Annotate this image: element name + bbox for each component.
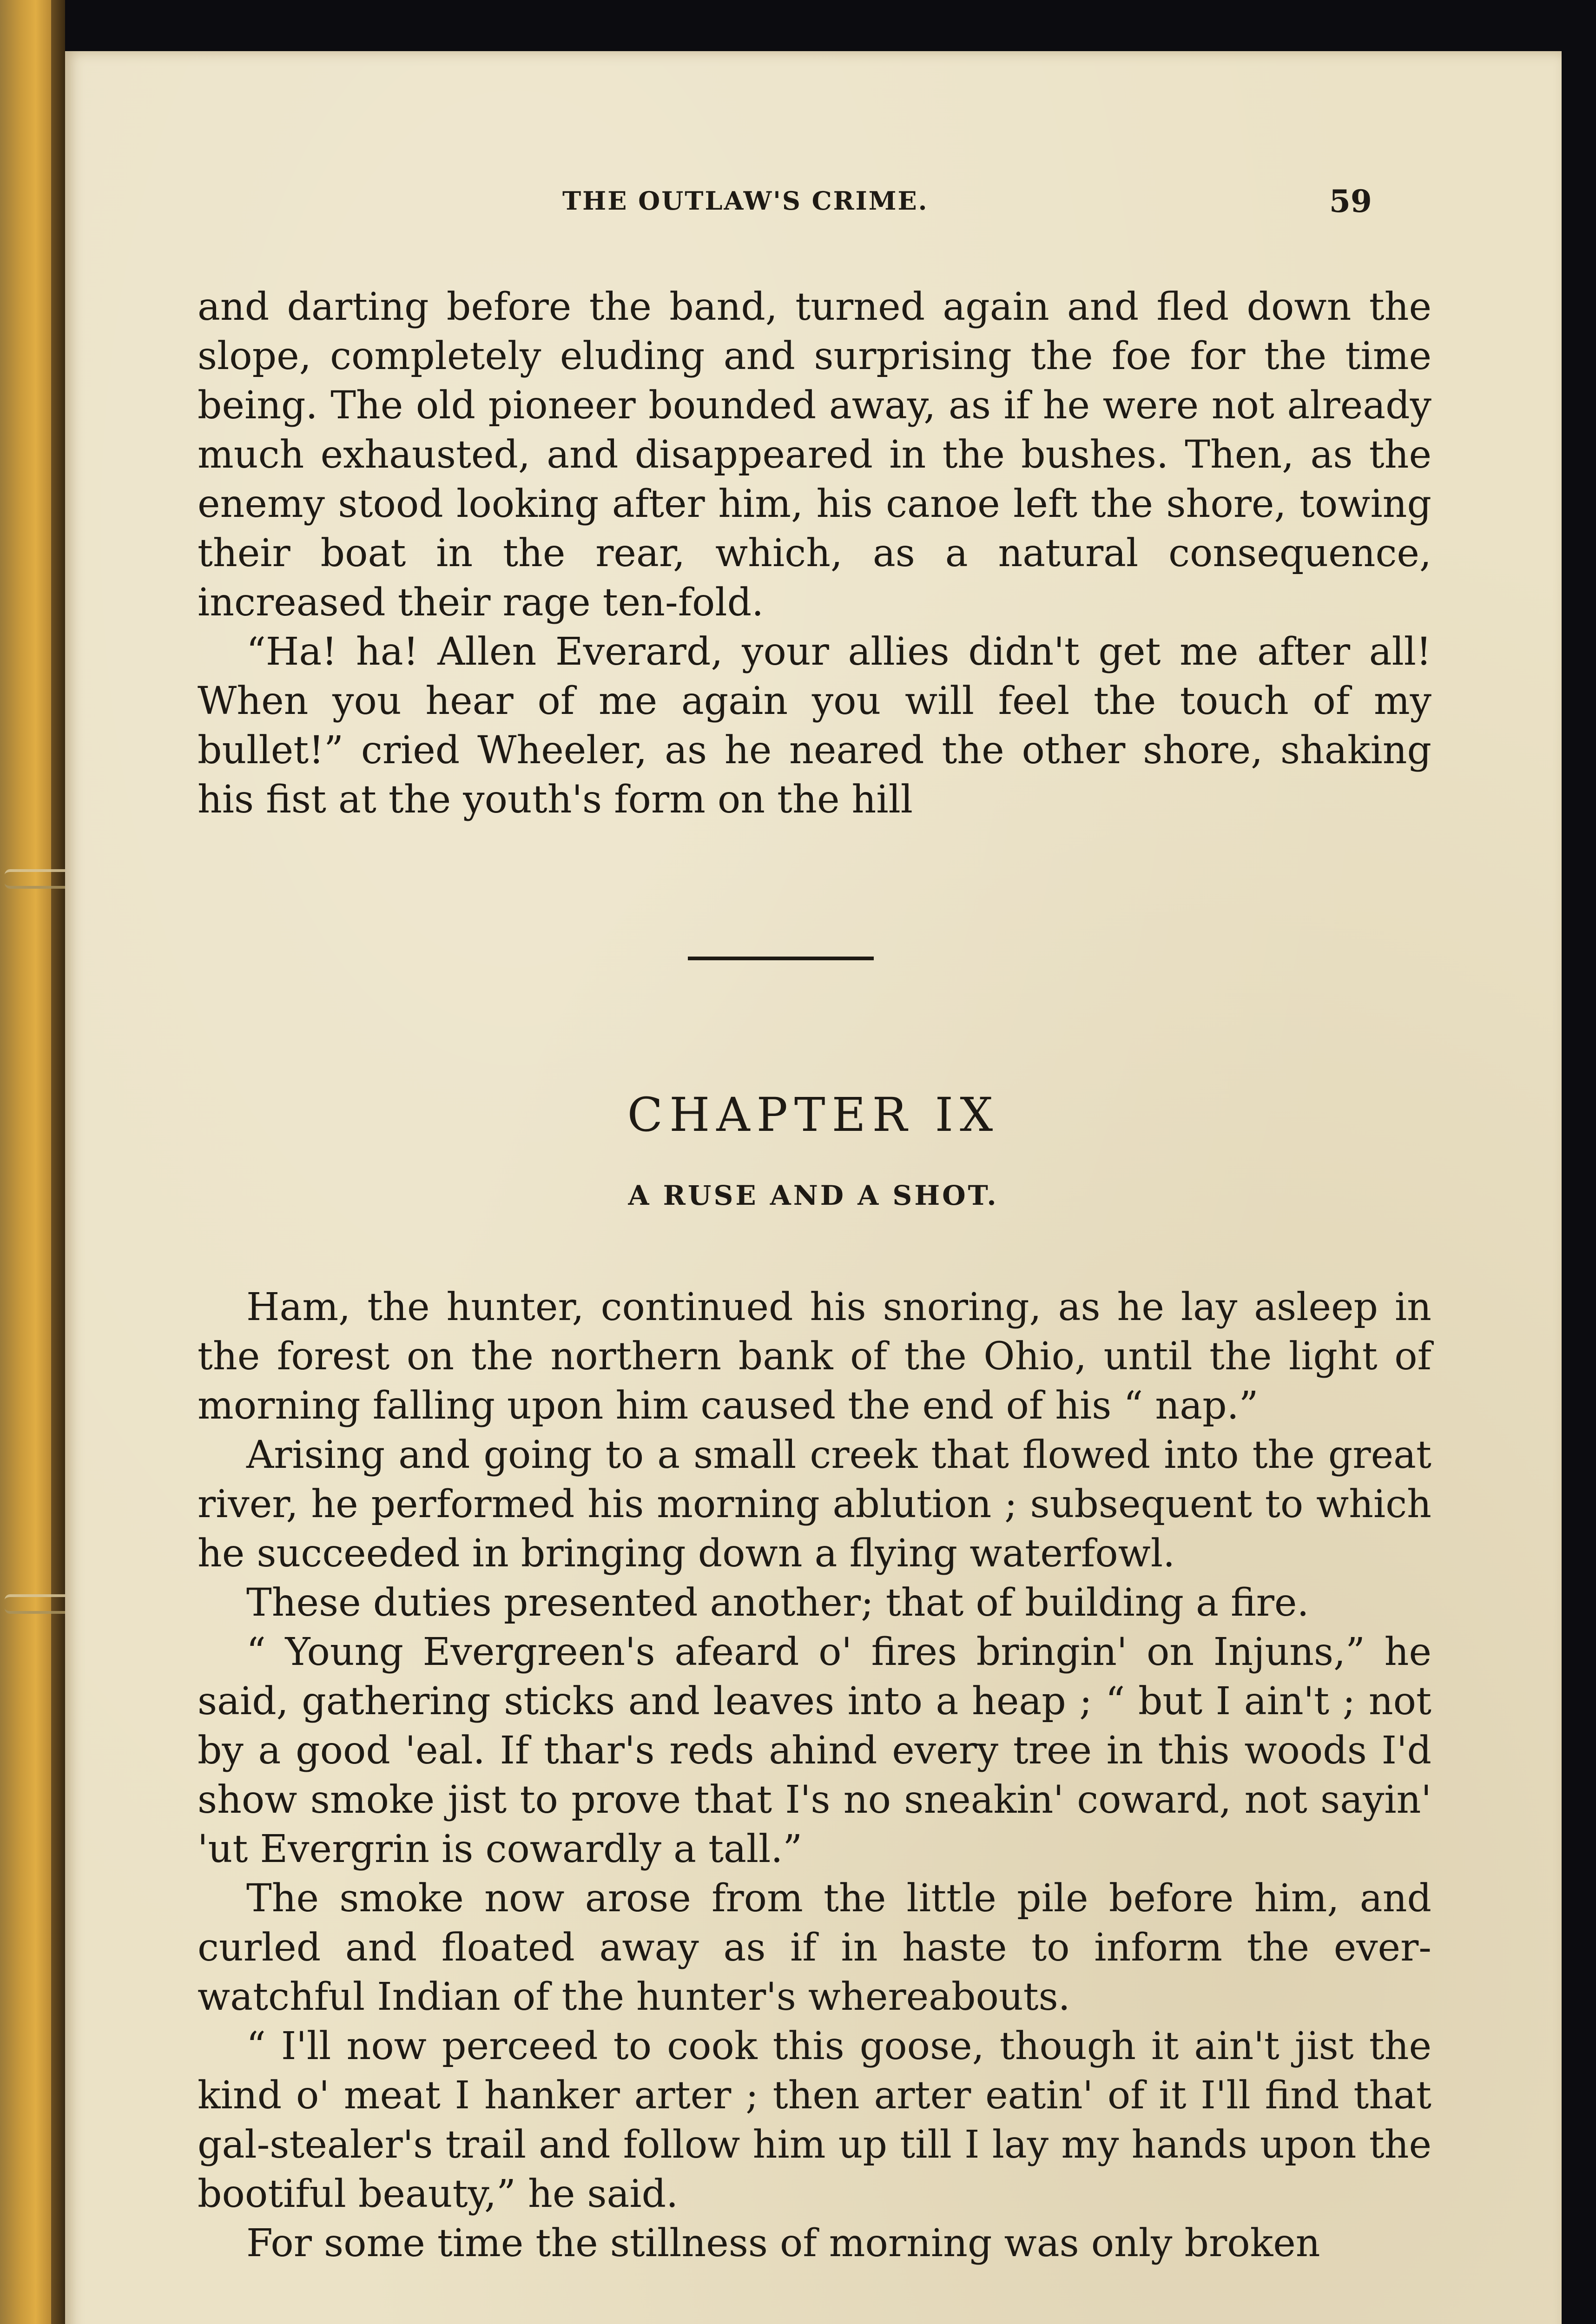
section-divider-rule: [688, 957, 874, 960]
paragraph: and darting before the band, turned again and fled down the slope, completely eluding and surprising the foe for the time being. The old pioneer bounded away, as if he were not already much exhausted, and disappeared in the bushes. Then, as the enemy stood looking after him, his canoe left the shore, towing their boat in the rear, which, as a natural consequence, increased their rage ten-fold.: [198, 285, 1431, 625]
paragraph: “ Young Evergreen's afeard o' fires bringin' on Injuns,” he said, gathering sticks and leaves into a heap ; “ but I ain't ; not by a good 'eal. If thar's reds ahind every tree in this woods I'd show smoke jist to prove that I's no sneakin' coward, not sayin' 'ut Evergrin is cowardly a tall.”: [198, 1630, 1431, 1871]
book-page: [65, 51, 1562, 2324]
binding-stitch: [5, 869, 74, 889]
page-number: 59: [1329, 183, 1372, 219]
text-block-before-chapter: [198, 283, 1431, 825]
binding-stitch: [5, 1594, 74, 1614]
paragraph: For some time the stillness of morning was only broken: [246, 2221, 1320, 2265]
chapter-subtitle: A RUSE AND A SHOT.: [628, 1180, 999, 1211]
paragraph: Ham, the hunter, continued his snoring, as he lay asleep in the forest on the northern bank of the Ohio, until the light of morning falling upon him caused the end of his “ nap.”: [198, 1285, 1431, 1428]
chapter-text-block: [198, 1283, 1431, 2268]
book-spine-edge: [0, 0, 51, 2324]
paragraph: The smoke now arose from the little pile before him, and curled and floated away as if in haste to inform the ever-watchful Indian of the hunter's whereabouts.: [198, 1876, 1431, 2019]
paragraph: “Ha! ha! Allen Everard, your allies didn't get me after all! When you hear of me again you will feel the touch of my bullet!” cried Wheeler, as he neared the other shore, shaking his fist at the youth's form on the hill: [198, 630, 1431, 822]
paragraph: These duties presented another; that of building a fire.: [246, 1581, 1309, 1625]
running-head: THE OUTLAW'S CRIME.: [562, 186, 929, 216]
paragraph: “ I'll now perceed to cook this goose, though it ain't jist the kind o' meat I hanker arter ; then arter eatin' of it I'll find that gal-stealer's trail and follow him up till I lay my hands upon the bootiful beauty,” he said.: [198, 2024, 1431, 2216]
binding-gutter: [51, 0, 65, 2324]
paragraph: Arising and going to a small creek that flowed into the great river, he performed his morning ablution ; subsequent to which he succeeded in bringing down a flying waterfowl.: [198, 1433, 1431, 1576]
chapter-title: CHAPTER IX: [627, 1088, 1000, 1142]
